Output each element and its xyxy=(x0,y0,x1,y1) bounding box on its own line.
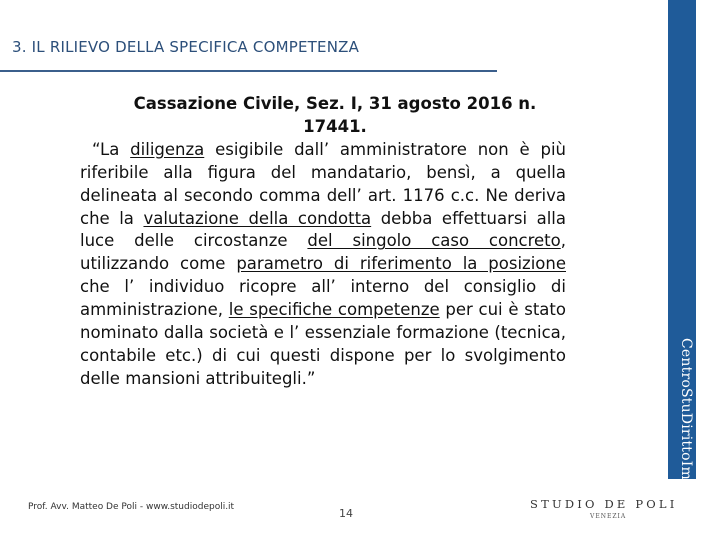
underlined-phrase: valutazione della condotta xyxy=(143,208,372,228)
slide-title: 3. IL RILIEVO DELLA SPECIFICA COMPETENZA xyxy=(12,38,360,56)
page-number: 14 xyxy=(339,507,353,520)
quote-segment: “La xyxy=(92,139,131,159)
underlined-phrase: diligenza xyxy=(130,139,205,159)
citation-heading: Cassazione Civile, Sez. I, 31 agosto 2016 n. 17441. xyxy=(133,94,537,136)
quote-segment: debba effettuarsi alla luce delle circostanze xyxy=(80,208,566,251)
title-divider xyxy=(0,70,497,72)
underlined-phrase: del singolo caso concreto xyxy=(307,231,561,251)
sidebar-brand-text: CentroStuDirittoImpresa xyxy=(678,338,694,521)
studio-logo-name: STUDIO DE POLI xyxy=(530,497,678,511)
quote-text xyxy=(80,139,566,391)
quote-segment: che l’ individuo ricopre all’ interno del consiglio di amministrazione, xyxy=(80,277,566,320)
quote-block xyxy=(80,93,566,391)
studio-logo-place: VENEZIA xyxy=(590,513,627,520)
underlined-phrase: le specifiche competenze xyxy=(228,300,440,320)
underlined-phrase: parametro di riferimento la posizione xyxy=(236,254,566,274)
quote-segment: per cui è stato nominato dalla società e l’ essenziale formazione (tecnica, contabile etc.) di cui questi dispone per lo svolgimento delle mansioni attribuitegli.” xyxy=(80,300,566,388)
footer-author: Prof. Avv. Matteo De Poli - www.studiodepoli.it xyxy=(28,502,235,512)
quote-segment: esigibile dall’ amministratore non è più riferibile alla figura del mandatario, bensì, a quella delineata al secondo comma dell’ art. 1176 c.c. Ne deriva che la xyxy=(80,139,567,228)
quote-segment: , utilizzando come xyxy=(80,231,566,274)
